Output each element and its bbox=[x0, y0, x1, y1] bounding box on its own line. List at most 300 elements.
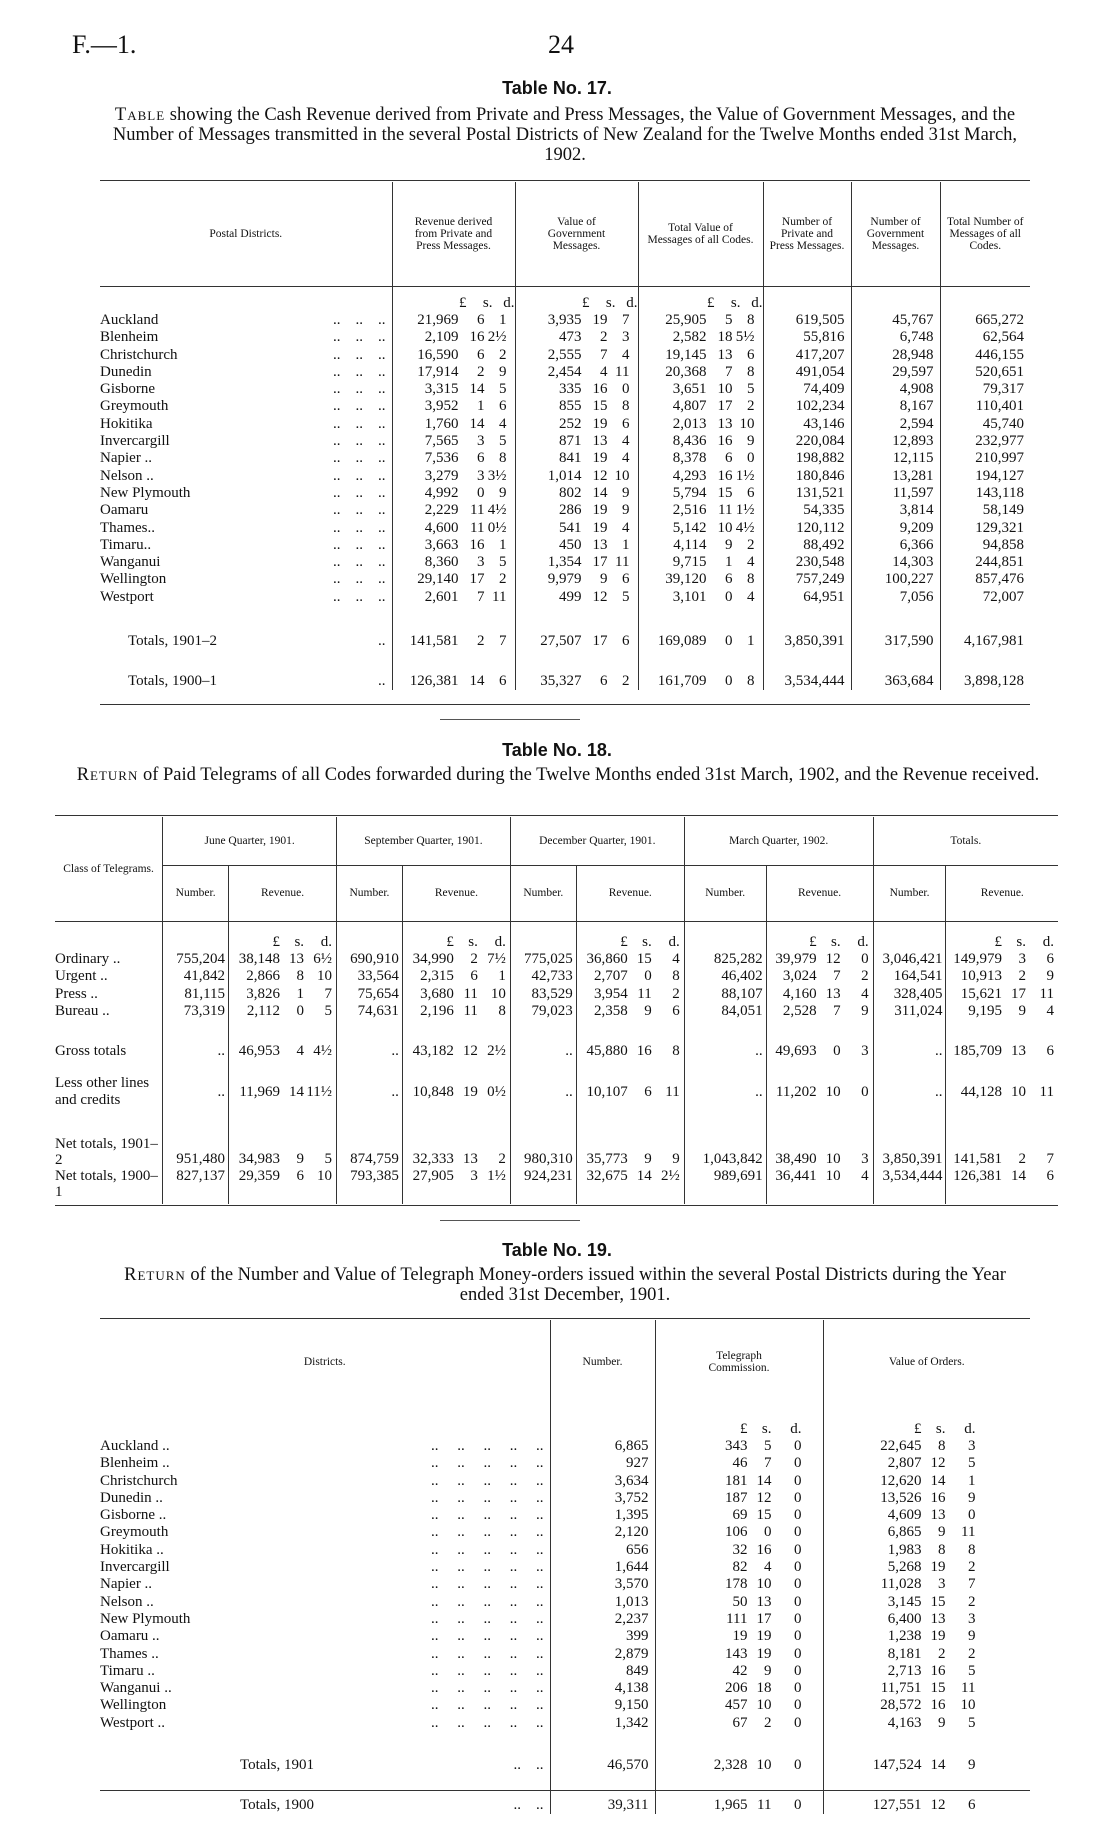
number-cell: 827,137 bbox=[163, 1168, 229, 1204]
amount-shillings: 16 bbox=[592, 381, 608, 398]
amount-pence: 3 bbox=[622, 329, 630, 346]
amount-pence: 7 bbox=[622, 312, 630, 328]
revenue-header: Revenue. bbox=[402, 865, 510, 921]
amount-pence: 11 bbox=[492, 588, 507, 605]
amount-shillings: 4 bbox=[764, 1559, 772, 1576]
number-cell: 1,644 bbox=[550, 1559, 655, 1576]
table-row bbox=[100, 1680, 1030, 1697]
district-label: Gisborne .. bbox=[100, 1507, 167, 1524]
amount-shillings: 2 bbox=[477, 363, 485, 380]
amount-shillings: 13 bbox=[717, 415, 733, 432]
num-gov-cell: 3,814 bbox=[851, 502, 940, 519]
amount-pounds: 7,536 bbox=[424, 450, 459, 467]
amount-shillings: 9 bbox=[644, 1150, 652, 1167]
amount-shillings: 13 bbox=[717, 346, 733, 363]
total-value-cell bbox=[638, 450, 763, 467]
revenue-cell bbox=[402, 1168, 510, 1204]
amount-shillings: 17 bbox=[1011, 985, 1026, 1002]
revenue-cell bbox=[946, 1020, 1058, 1060]
gov-value-cell bbox=[515, 537, 638, 554]
amount-pence: 10 bbox=[739, 415, 755, 432]
amount-pence: 9 bbox=[499, 484, 507, 501]
amount-shillings: 6 bbox=[725, 571, 733, 588]
amount-shillings: 6 bbox=[477, 312, 485, 328]
value-cell bbox=[823, 1680, 1030, 1697]
num-total-cell: 520,651 bbox=[940, 364, 1030, 381]
amount-pounds: 10,913 bbox=[960, 968, 1002, 985]
amount-shillings: 8 bbox=[938, 1541, 946, 1558]
amount-pounds: 28,572 bbox=[880, 1697, 922, 1714]
revenue-cell bbox=[946, 968, 1058, 985]
amount-pounds: 3,954 bbox=[594, 985, 628, 1002]
number-header: Number. bbox=[873, 865, 946, 921]
amount-shillings: 13 bbox=[756, 1593, 772, 1610]
table-row bbox=[100, 1507, 1030, 1524]
gov-value-cell bbox=[515, 329, 638, 346]
revenue-cell bbox=[946, 1168, 1058, 1204]
num-total-cell: 110,401 bbox=[940, 398, 1030, 415]
leader-dots: .. .. .. bbox=[333, 433, 386, 450]
table-18-top-rule bbox=[55, 815, 1058, 816]
amount-shillings: 16 bbox=[469, 536, 485, 553]
amount-pounds: 855 bbox=[559, 398, 582, 415]
amount-shillings: 7 bbox=[725, 363, 733, 380]
amount-pounds: 25,905 bbox=[665, 312, 707, 328]
amount-shillings: 5 bbox=[764, 1438, 772, 1454]
amount-pounds: 6,400 bbox=[887, 1610, 922, 1627]
amount-shillings: 2 bbox=[764, 1714, 772, 1731]
amount-shillings: 11 bbox=[718, 502, 733, 519]
amount-shillings: 15 bbox=[756, 1507, 772, 1524]
leader-dots: .. .. .. .. .. bbox=[431, 1541, 544, 1558]
amount-shillings: 19 bbox=[592, 450, 608, 467]
amount-pounds: 2,555 bbox=[547, 346, 582, 363]
amount-shillings: 11 bbox=[463, 1002, 478, 1019]
value-cell bbox=[823, 1611, 1030, 1628]
amount-pence: 2½ bbox=[487, 329, 507, 346]
t19-header-districts: Districts. bbox=[100, 1320, 550, 1404]
revenue-cell bbox=[392, 329, 515, 346]
num-total-cell: 857,476 bbox=[940, 571, 1030, 588]
num-private-cell: 491,054 bbox=[763, 364, 851, 381]
amount-pounds: 111 bbox=[726, 1610, 748, 1627]
amount-pounds: 32 bbox=[732, 1541, 748, 1558]
amount-pence: 8 bbox=[498, 1002, 506, 1019]
unit-s: s. bbox=[935, 1420, 946, 1437]
gov-value-cell bbox=[515, 450, 638, 467]
amount-pounds: 21,969 bbox=[417, 312, 459, 328]
amount-shillings: 12 bbox=[930, 1455, 946, 1472]
amount-pence: 4 bbox=[622, 346, 630, 363]
num-gov-cell: 317,590 bbox=[851, 606, 940, 650]
amount-pence: 6 bbox=[1046, 1042, 1054, 1059]
amount-pounds: 38,148 bbox=[238, 951, 281, 967]
district-label: Thames.. bbox=[100, 519, 155, 536]
amount-shillings: 6 bbox=[725, 450, 733, 467]
table-18-bottom-rule bbox=[55, 1205, 1058, 1206]
amount-shillings: 10 bbox=[717, 381, 733, 398]
amount-pounds: 1,354 bbox=[547, 554, 582, 571]
amount-pounds: 49,693 bbox=[775, 1042, 817, 1059]
number-cell: 88,107 bbox=[684, 986, 766, 1003]
table-row bbox=[100, 554, 1030, 571]
amount-pounds: 39,979 bbox=[775, 951, 817, 967]
num-total-cell: 4,167,981 bbox=[940, 606, 1030, 650]
commission-cell bbox=[655, 1611, 823, 1628]
amount-shillings: 16 bbox=[636, 1042, 652, 1059]
table-row bbox=[100, 520, 1030, 537]
amount-pounds: 2,582 bbox=[672, 329, 707, 346]
revenue-cell bbox=[402, 1060, 510, 1124]
number-cell: 3,634 bbox=[550, 1473, 655, 1490]
amount-shillings: 2 bbox=[477, 632, 485, 649]
leader-dots: .. .. .. bbox=[333, 312, 386, 328]
revenue-cell bbox=[946, 986, 1058, 1003]
amount-shillings: 4 bbox=[296, 1042, 305, 1059]
number-cell: 980,310 bbox=[510, 1124, 576, 1168]
amount-pence: 10 bbox=[614, 467, 630, 484]
number-cell: 2,120 bbox=[550, 1524, 655, 1541]
amount-shillings: 3 bbox=[1018, 951, 1026, 967]
gov-value-cell bbox=[515, 398, 638, 415]
amount-pounds: 3,651 bbox=[672, 381, 707, 398]
amount-shillings: 19 bbox=[592, 415, 608, 432]
amount-pence: 4 bbox=[747, 588, 755, 605]
amount-pounds: 1,983 bbox=[887, 1541, 922, 1558]
amount-shillings: 14 bbox=[756, 1472, 772, 1489]
amount-shillings: 17 bbox=[717, 398, 733, 415]
num-total-cell: 446,155 bbox=[940, 347, 1030, 364]
amount-pence: 4 bbox=[672, 951, 680, 967]
revenue-cell bbox=[946, 1003, 1058, 1020]
amount-shillings: 16 bbox=[930, 1697, 946, 1714]
amount-pounds: 126,381 bbox=[409, 672, 459, 689]
number-cell: 83,529 bbox=[510, 986, 576, 1003]
amount-pence: 2 bbox=[861, 968, 869, 985]
district-label: Christchurch bbox=[100, 1472, 178, 1489]
amount-pence: 4½ bbox=[313, 1042, 333, 1059]
district-name bbox=[100, 1473, 550, 1490]
number-cell: 825,282 bbox=[684, 951, 766, 968]
number-cell: 79,023 bbox=[510, 1003, 576, 1020]
class-name: Less other lines and credits bbox=[55, 1075, 150, 1109]
amount-pounds: 3,101 bbox=[672, 588, 707, 605]
revenue-cell bbox=[392, 571, 515, 588]
leader-dots: .. .. .. bbox=[333, 398, 386, 415]
amount-pence: 8 bbox=[747, 571, 755, 588]
amount-pounds: 39,120 bbox=[665, 571, 707, 588]
revenue-cell bbox=[576, 1020, 684, 1060]
amount-pence: 5 bbox=[499, 381, 507, 398]
revenue-cell bbox=[392, 347, 515, 364]
unit-l: £ bbox=[914, 1420, 922, 1437]
amount-pence: 0 bbox=[794, 1472, 802, 1489]
district-label: Wanganui bbox=[100, 554, 161, 571]
amount-pounds: 4,609 bbox=[887, 1507, 922, 1524]
value-cell bbox=[823, 1490, 1030, 1507]
amount-pence: 4 bbox=[499, 415, 507, 432]
table-row bbox=[100, 537, 1030, 554]
amount-pounds: 2,315 bbox=[420, 968, 454, 985]
t17-header-gov-value: Value of Government Messages. bbox=[515, 182, 638, 286]
amount-pounds: 185,709 bbox=[953, 1042, 1002, 1059]
commission-cell bbox=[655, 1774, 823, 1814]
leader-dots: .. .. .. .. .. bbox=[431, 1576, 544, 1593]
value-cell bbox=[823, 1646, 1030, 1663]
table-row bbox=[100, 1576, 1030, 1593]
leader-dots: .. .. .. .. .. bbox=[431, 1714, 544, 1731]
table-row bbox=[100, 450, 1030, 467]
amount-shillings: 2 bbox=[938, 1645, 946, 1662]
num-gov-cell: 2,594 bbox=[851, 416, 940, 433]
amount-pounds: 19 bbox=[732, 1628, 748, 1645]
district-name bbox=[100, 502, 392, 519]
amount-shillings: 6 bbox=[477, 346, 485, 363]
amount-pounds: 11,202 bbox=[775, 1083, 817, 1100]
class-name: Urgent .. bbox=[55, 968, 108, 985]
amount-shillings: 6 bbox=[644, 1083, 652, 1100]
class-name: Ordinary .. bbox=[55, 951, 121, 967]
amount-shillings: 2 bbox=[1018, 968, 1026, 985]
amount-pounds: 2,866 bbox=[246, 968, 281, 985]
commission-cell bbox=[655, 1576, 823, 1593]
amount-pounds: 11,028 bbox=[880, 1576, 922, 1593]
amount-shillings: 12 bbox=[825, 951, 841, 967]
gov-value-cell bbox=[515, 650, 638, 690]
amount-pounds: 541 bbox=[559, 519, 582, 536]
district-name bbox=[100, 1628, 550, 1645]
t17-header-num-private: Number of Private and Press Messages. bbox=[763, 182, 851, 286]
amount-shillings: 15 bbox=[636, 951, 652, 967]
amount-shillings: 13 bbox=[592, 433, 608, 450]
table-row bbox=[100, 1559, 1030, 1576]
amount-shillings: 10 bbox=[825, 1168, 841, 1185]
number-cell: 9,150 bbox=[550, 1697, 655, 1714]
leader-dots: .. .. .. .. .. bbox=[431, 1507, 544, 1524]
revenue-cell bbox=[766, 1003, 873, 1020]
amount-pence: 1½ bbox=[735, 502, 755, 519]
number-cell: .. bbox=[337, 1020, 403, 1060]
amount-shillings: 14 bbox=[592, 484, 608, 501]
number-cell: 6,865 bbox=[550, 1438, 655, 1455]
amount-pence: 6 bbox=[622, 632, 630, 649]
gov-value-cell bbox=[515, 416, 638, 433]
district-name bbox=[100, 1697, 550, 1714]
amount-shillings: 3 bbox=[470, 1168, 478, 1185]
num-total-cell: 194,127 bbox=[940, 468, 1030, 485]
district-name bbox=[100, 364, 392, 381]
num-private-cell: 120,112 bbox=[763, 520, 851, 537]
amount-shillings: 15 bbox=[592, 398, 608, 415]
amount-pence: 5 bbox=[968, 1714, 976, 1731]
district-label: Auckland .. bbox=[100, 1438, 170, 1454]
amount-shillings: 14 bbox=[636, 1168, 652, 1185]
leader-dots: .. .. .. bbox=[333, 415, 386, 432]
number-cell: 75,654 bbox=[337, 986, 403, 1003]
amount-pounds: 38,490 bbox=[775, 1150, 817, 1167]
revenue-cell bbox=[229, 968, 337, 985]
table-17 bbox=[100, 182, 1030, 690]
amount-pence: 0 bbox=[794, 1524, 802, 1541]
number-cell: 2,879 bbox=[550, 1646, 655, 1663]
table-19 bbox=[100, 1320, 1030, 1814]
num-private-cell: 198,882 bbox=[763, 450, 851, 467]
amount-pounds: 35,773 bbox=[586, 1150, 628, 1167]
gov-value-cell bbox=[515, 502, 638, 519]
leader-dots: .. .. .. .. .. bbox=[431, 1524, 544, 1541]
district-label: Hokitika .. bbox=[100, 1541, 164, 1558]
revenue-cell bbox=[576, 1168, 684, 1204]
amount-pence: 0 bbox=[794, 1697, 802, 1714]
amount-pence: 2 bbox=[498, 1150, 506, 1167]
revenue-cell bbox=[392, 537, 515, 554]
amount-shillings: 3 bbox=[477, 467, 485, 484]
number-cell: 46,402 bbox=[684, 968, 766, 985]
amount-shillings: 18 bbox=[756, 1680, 772, 1697]
unit-d: d. bbox=[626, 294, 638, 311]
district-name bbox=[100, 1680, 550, 1697]
num-private-cell: 3,850,391 bbox=[763, 606, 851, 650]
amount-pounds: 3,935 bbox=[547, 312, 582, 328]
amount-pounds: 2,528 bbox=[782, 1002, 817, 1019]
amount-pence: 11½ bbox=[306, 1083, 333, 1100]
value-cell bbox=[823, 1542, 1030, 1559]
table-18-header-rule bbox=[55, 921, 1058, 922]
t18-header-class: Class of Telegrams. bbox=[55, 817, 163, 921]
revenue-cell bbox=[576, 1003, 684, 1020]
revenue-cell bbox=[576, 1124, 684, 1168]
revenue-cell bbox=[392, 468, 515, 485]
num-gov-cell: 363,684 bbox=[851, 650, 940, 690]
revenue-cell bbox=[229, 1060, 337, 1124]
num-total-cell: 244,851 bbox=[940, 554, 1030, 571]
amount-pounds: 169,089 bbox=[657, 632, 707, 649]
amount-pounds: 4,293 bbox=[672, 467, 707, 484]
amount-pence: 1 bbox=[498, 968, 506, 985]
table-row bbox=[100, 1663, 1030, 1680]
gross-totals-row bbox=[55, 1020, 1058, 1060]
amount-pence: 1 bbox=[968, 1472, 976, 1489]
amount-pounds: 473 bbox=[559, 329, 582, 346]
num-private-cell: 43,146 bbox=[763, 416, 851, 433]
amount-pence: 5 bbox=[968, 1662, 976, 1679]
amount-shillings: 13 bbox=[825, 985, 841, 1002]
leader-dots: .. .. .. .. .. bbox=[431, 1455, 544, 1472]
amount-pounds: 1,965 bbox=[713, 1796, 748, 1813]
district-name bbox=[100, 312, 392, 329]
revenue-cell bbox=[392, 606, 515, 650]
leader-dots: .. .. .. .. .. bbox=[431, 1645, 544, 1662]
value-cell bbox=[823, 1594, 1030, 1611]
amount-pounds: 3,680 bbox=[420, 985, 454, 1002]
amount-pounds: 2,454 bbox=[547, 363, 582, 380]
amount-shillings: 11 bbox=[470, 519, 485, 536]
table-19-caption: Return of the Number and Value of Telegraph Money-orders issued within the several Postal Districts during the Year ended 31st December, 1901. bbox=[124, 1265, 1006, 1305]
leader-dots: .. bbox=[378, 632, 386, 649]
district-label: Dunedin .. bbox=[100, 1489, 163, 1506]
amount-pounds: 5,794 bbox=[672, 484, 707, 501]
district-name bbox=[100, 1646, 550, 1663]
amount-pounds: 4,160 bbox=[782, 985, 817, 1002]
amount-pounds: 127,551 bbox=[872, 1796, 922, 1813]
number-cell: 874,759 bbox=[337, 1124, 403, 1168]
amount-pounds: 29,359 bbox=[238, 1168, 281, 1185]
amount-pence: 9 bbox=[968, 1628, 976, 1645]
currency-units bbox=[392, 286, 515, 312]
unit-l: £ bbox=[809, 933, 817, 950]
amount-pence: 5 bbox=[499, 554, 507, 571]
number-cell: 989,691 bbox=[684, 1168, 766, 1204]
amount-pounds: 2,516 bbox=[672, 502, 707, 519]
revenue-header: Revenue. bbox=[229, 865, 337, 921]
district-name bbox=[100, 1524, 550, 1541]
amount-pence: 1 bbox=[622, 536, 630, 553]
page-number: 24 bbox=[548, 30, 574, 59]
amount-pounds: 2,707 bbox=[594, 968, 628, 985]
amount-shillings: 13 bbox=[1011, 1042, 1026, 1059]
leader-dots: .. .. .. bbox=[333, 519, 386, 536]
amount-pence: 5 bbox=[499, 433, 507, 450]
district-label: Napier .. bbox=[100, 1576, 153, 1593]
district-label: Timaru .. bbox=[100, 1662, 155, 1679]
amount-shillings: 15 bbox=[930, 1593, 946, 1610]
leader-dots: .. .. .. .. .. bbox=[431, 1489, 544, 1506]
table-row bbox=[100, 1715, 1030, 1732]
num-private-cell: 757,249 bbox=[763, 571, 851, 588]
t18-header-december: December Quarter, 1901. bbox=[510, 817, 684, 865]
amount-pence: 5 bbox=[747, 381, 755, 398]
amount-pounds: 1,760 bbox=[424, 415, 459, 432]
district-label: Blenheim .. bbox=[100, 1455, 170, 1472]
amount-pounds: 2,013 bbox=[672, 415, 707, 432]
district-label: Blenheim bbox=[100, 329, 159, 346]
amount-pence: 6 bbox=[499, 672, 507, 689]
amount-pounds: 141,581 bbox=[409, 632, 459, 649]
amount-pounds: 3,024 bbox=[782, 968, 817, 985]
currency-units bbox=[946, 921, 1058, 951]
document-code: F.—1. bbox=[72, 30, 137, 59]
amount-pounds: 343 bbox=[725, 1438, 748, 1454]
amount-shillings: 15 bbox=[717, 484, 733, 501]
amount-pounds: 5,268 bbox=[887, 1559, 922, 1576]
total-value-cell bbox=[638, 329, 763, 346]
amount-pence: 0 bbox=[794, 1680, 802, 1697]
amount-shillings: 10 bbox=[756, 1697, 772, 1714]
table-row bbox=[100, 502, 1030, 519]
table-17-title: Table No. 17. bbox=[502, 78, 612, 98]
amount-pounds: 11,969 bbox=[239, 1083, 281, 1100]
district-label: Christchurch bbox=[100, 346, 178, 363]
amount-pounds: 11,751 bbox=[880, 1680, 922, 1697]
table-row bbox=[100, 1611, 1030, 1628]
revenue-cell bbox=[766, 1060, 873, 1124]
district-name bbox=[100, 650, 392, 690]
table-18-title: Table No. 18. bbox=[502, 740, 612, 760]
commission-cell bbox=[655, 1438, 823, 1455]
amount-pence: 0 bbox=[794, 1610, 802, 1627]
district-label: Timaru.. bbox=[100, 536, 152, 553]
district-label: Nelson .. bbox=[100, 467, 154, 484]
district-name bbox=[100, 1774, 550, 1814]
amount-pounds: 4,600 bbox=[424, 519, 459, 536]
leader-dots: .. .. .. bbox=[333, 502, 386, 519]
num-gov-cell: 45,767 bbox=[851, 312, 940, 329]
number-cell: 3,046,421 bbox=[873, 951, 946, 968]
leader-dots: .. .. .. bbox=[333, 484, 386, 501]
num-total-cell: 665,272 bbox=[940, 312, 1030, 329]
amount-pence: 5½ bbox=[735, 329, 755, 346]
district-label: Invercargill bbox=[100, 433, 170, 450]
